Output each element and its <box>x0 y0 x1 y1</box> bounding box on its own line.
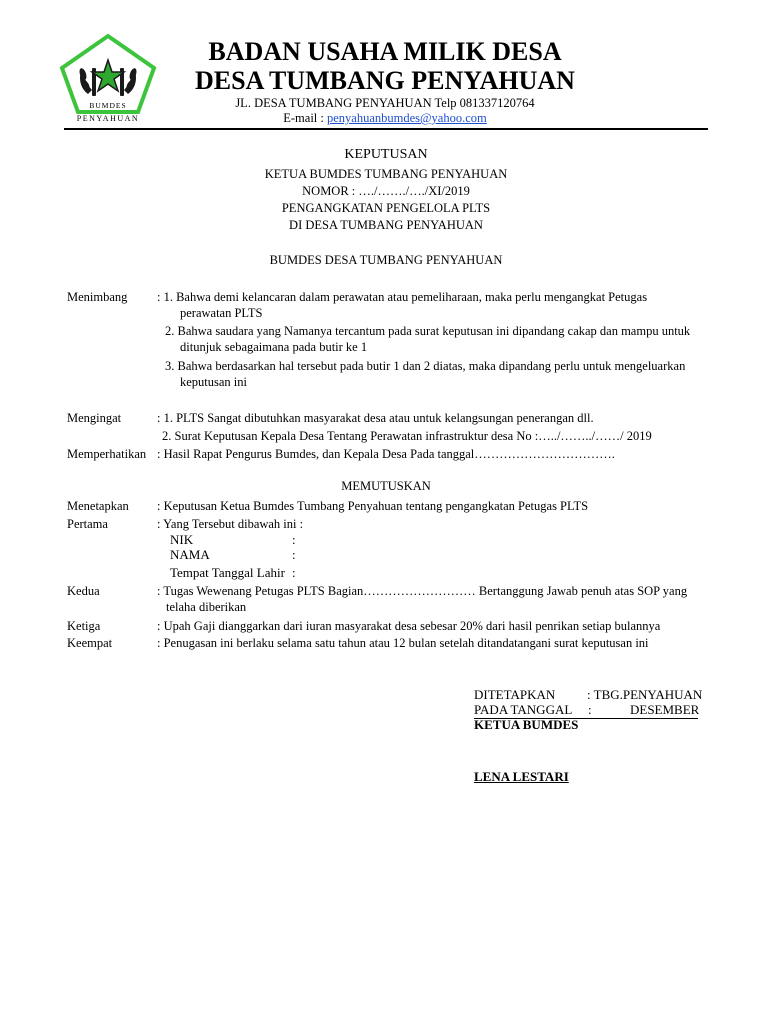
sig-ditetapkan-label: DITETAPKAN <box>474 687 556 702</box>
menetapkan-label: Menetapkan <box>67 499 129 513</box>
menetapkan-text: : Keputusan Ketua Bumdes Tumbang Penyahuan tentang pengangkatan Petugas PLTS <box>157 499 589 513</box>
pertama-label: Pertama <box>67 517 108 531</box>
heading-bumdes: BUMDES DESA TUMBANG PENYAHUAN <box>269 253 503 267</box>
mengingat-label: Mengingat <box>67 411 122 425</box>
mengingat-item-1: : 1. PLTS Sangat dibutuhkan masyarakat desa atau untuk kelangsungan penerangan dll. <box>157 411 594 425</box>
letterhead-address: JL. DESA TUMBANG PENYAHUAN Telp 081337120764 <box>235 96 535 110</box>
menimbang-item-3: 3. Bahwa berdasarkan hal tersebut pada butir 1 dan 2 diatas, maka dipandang perlu untuk mengeluarkan <box>165 359 686 373</box>
sig-tanggal-label: PADA TANGGAL <box>474 702 573 717</box>
letterhead-title-1: BADAN USAHA MILIK DESA <box>208 37 562 66</box>
field-nama-label: NAMA <box>170 547 210 562</box>
bumdes-logo <box>58 32 158 126</box>
letterhead-title-2: DESA TUMBANG PENYAHUAN <box>195 66 575 95</box>
field-ttl-colon: : <box>292 565 296 580</box>
heading-pengangkatan: PENGANGKATAN PENGELOLA PLTS <box>281 201 491 215</box>
keempat-label: Keempat <box>67 636 113 650</box>
sig-role: KETUA BUMDES <box>474 717 579 732</box>
menimbang-item-2: 2. Bahwa saudara yang Namanya tercantum pada surat keputusan ini dipandang cakap dan mampu untuk <box>165 324 691 338</box>
menimbang-label: Menimbang <box>67 290 128 304</box>
mengingat-item-2: 2. Surat Keputusan Kepala Desa Tentang Perawatan infrastruktur desa No :…../……../……/ 2019 <box>162 429 652 443</box>
field-nik-colon: : <box>292 532 296 547</box>
memperhatikan-label: Memperhatikan <box>67 447 147 461</box>
menimbang-item-2-cont: ditunjuk sebagaimana pada butir ke 1 <box>180 340 368 354</box>
heading-keputusan: KEPUTUSAN <box>344 147 428 162</box>
email-link[interactable]: penyahuanbumdes@yahoo.com <box>327 111 487 125</box>
menimbang-item-1-cont: perawatan PLTS <box>180 306 263 320</box>
kedua-label: Kedua <box>67 584 100 598</box>
kedua-text: : Tugas Wewenang Petugas PLTS Bagian……………………… Bertanggung Jawab penuh atas SOP yang <box>157 584 688 598</box>
menimbang-item-3-cont: keputusan ini <box>180 375 248 389</box>
heading-nomor: NOMOR : …./……./…./XI/2019 <box>302 184 470 198</box>
heading-ketua: KETUA BUMDES TUMBANG PENYAHUAN <box>264 167 508 181</box>
menimbang-item-1: : 1. Bahwa demi kelancaran dalam perawatan atau pemeliharaan, maka perlu mengangkat Petugas <box>157 290 648 304</box>
ketiga-label: Ketiga <box>67 619 101 633</box>
sig-name: LENA LESTARI <box>474 769 569 784</box>
ketiga-text: : Upah Gaji dianggarkan dari iuran masyarakat desa sebesar 20% dari hasil penrikan setiap bulannya <box>157 619 661 633</box>
sig-ditetapkan-value: : TBG.PENYAHUAN <box>587 687 703 702</box>
field-nama-colon: : <box>292 547 296 562</box>
logo-bottom-text: PENYAHUAN <box>76 114 140 123</box>
kedua-text-cont: telaha diberikan <box>166 600 247 614</box>
field-nik-label: NIK <box>170 532 194 547</box>
letterhead-email-line <box>190 110 580 126</box>
bumdes-logo-emblem <box>58 32 158 126</box>
star-icon <box>92 60 124 91</box>
sig-tanggal-value: DESEMBER <box>630 702 700 717</box>
field-ttl-label: Tempat Tanggal Lahir <box>170 565 285 580</box>
logo-top-text: BUMDES <box>89 101 127 110</box>
letterhead-rule <box>64 128 708 130</box>
keempat-text: : Penugasan ini berlaku selama satu tahun atau 12 bulan setelah ditandatangani surat keputusan ini <box>157 636 649 650</box>
memperhatikan-text: : Hasil Rapat Pengurus Bumdes, dan Kepala Desa Pada tanggal……………………………. <box>157 447 615 461</box>
heading-desa: DI DESA TUMBANG PENYAHUAN <box>289 218 483 232</box>
email-label: E-mail : <box>283 111 327 125</box>
memutuskan-heading: MEMUTUSKAN <box>341 479 431 493</box>
pertama-text: : Yang Tersebut dibawah ini : <box>157 517 304 531</box>
sig-tanggal-colon: : <box>588 702 592 717</box>
